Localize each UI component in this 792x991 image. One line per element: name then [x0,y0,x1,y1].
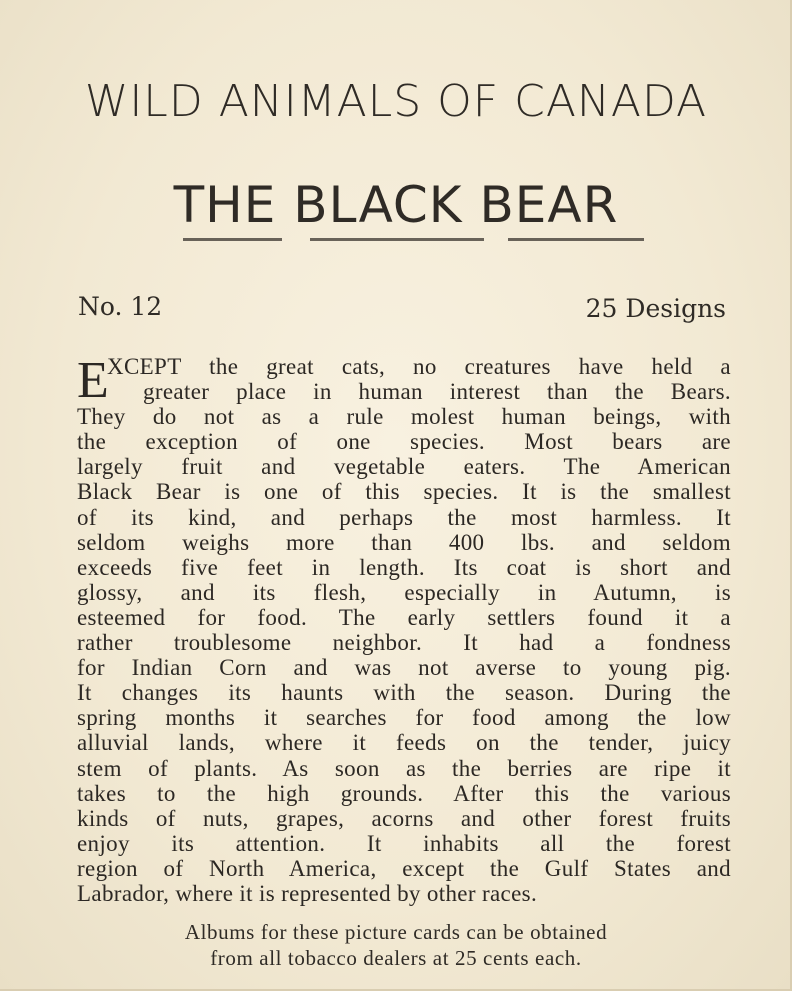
title-underline-left [183,238,282,241]
body-line: greater place in human interest than the Bears. [143,379,731,405]
card-number: No. 12 [78,292,163,321]
description-text [77,354,731,906]
body-line: glossy, and its flesh, especially in Autumn, is [77,579,731,605]
series-title: WILD ANIMALS OF CANADA [84,76,708,127]
body-line: XCEPT the great cats, no creatures have held a [107,354,731,379]
body-line: takes to the high grounds. After this the various [77,780,731,806]
album-notice-line: from all tobacco dealers at 25 cents each. [210,946,582,970]
body-line: largely fruit and vegetable eaters. The American [77,454,731,480]
body-line: exceeds five feet in length. Its coat is short and [77,554,731,580]
body-line: enjoy its attention. It inhabits all the forest [77,830,731,856]
album-notice-line: Albums for these picture cards can be obtained [184,920,608,944]
body-line: kinds of nuts, grapes, acorns and other forest fruits [77,805,731,831]
body-line: esteemed for food. The early settlers found it a [77,604,731,630]
title-underline-middle [310,238,484,241]
drop-cap: E [77,352,110,409]
body-line: It changes its haunts with the season. During the [77,680,731,706]
body-line: the exception of one species. Most bears are [77,429,731,455]
title-underline-right [508,238,644,241]
body-line: alluvial lands, where it feeds on the tender, juicy [77,730,731,756]
body-line: They do not as a rule molest human beings, with [77,404,731,430]
card-title: THE BLACK BEAR [173,176,619,234]
body-line: Black Bear is one of this species. It is the smallest [77,479,731,505]
body-line: seldom weighs more than 400 lbs. and seldom [77,529,731,555]
album-notice [0,919,792,971]
body-line: spring months it searches for food among the low [77,705,731,731]
body-line: rather troublesome neighbor. It had a fondness [77,630,731,656]
body-line: stem of plants. As soon as the berries are ripe it [77,755,731,781]
body-line: Labrador, where it is represented by other races. [77,880,538,906]
body-line: of its kind, and perhaps the most harmless. It [77,504,731,530]
designs-count: 25 Designs [585,294,726,323]
body-line: for Indian Corn and was not averse to young pig. [77,655,731,681]
body-line: region of North America, except the Gulf States and [77,855,731,881]
